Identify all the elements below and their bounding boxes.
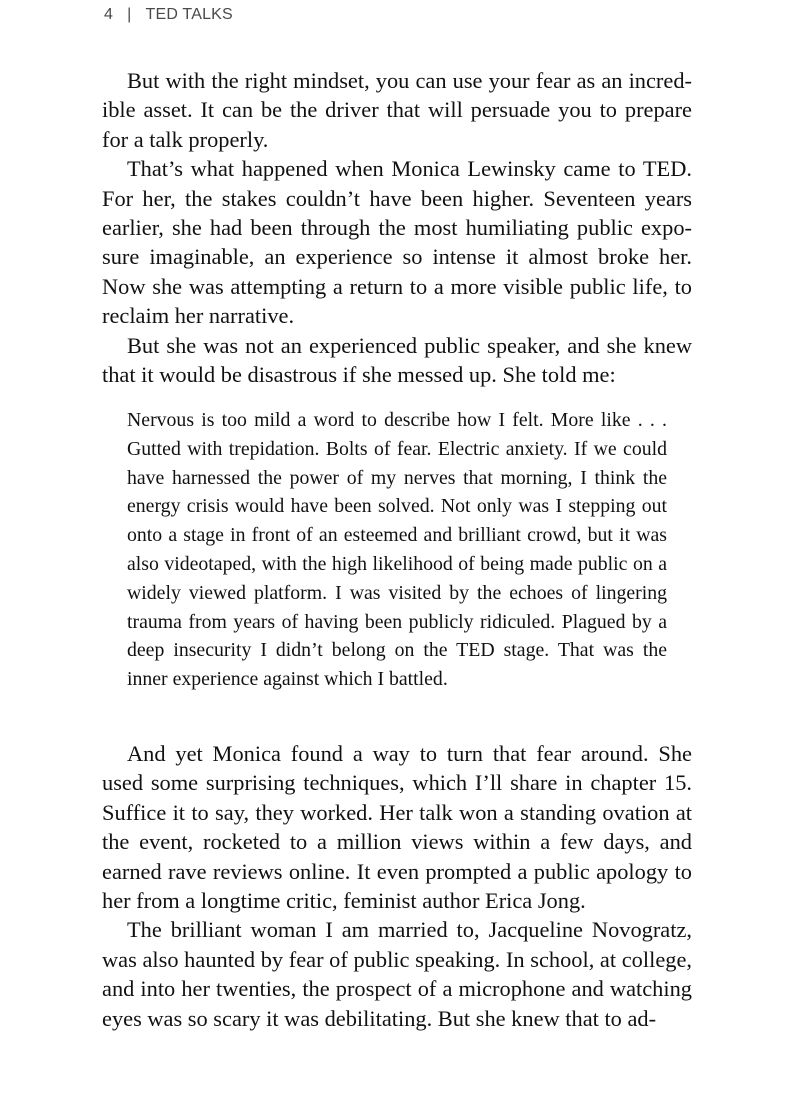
- paragraph-1: But with the right mindset, you can use your fear as an incredible asset. It can be the driver that will persuade you to prepare for a talk properly.: [102, 68, 692, 152]
- book-title: TED TALKS: [145, 6, 233, 23]
- paragraph-3: But she was not an experienced public speaker, and she knew that it would be disastrous if she messed up. She told me:: [102, 332, 692, 388]
- page-number: 4: [104, 6, 114, 23]
- paragraph-4: And yet Monica found a way to turn that fear around. She used some surprising techniques, which I’ll share in chapter 15. Suffice it to say, they worked. Her talk won a standing ovation at the event, rocketed to a million views within a few days, and earned rave reviews online. It even prompted a public apology to her from a longtime critic, feminist author Erica Jong.: [102, 741, 692, 914]
- body-text-lower: [102, 739, 692, 1033]
- paragraph-5: The brilliant woman I am married to, Jacqueline Novogratz, was also haunted by fear of public speaking. In school, at college, and into her twenties, the prospect of a microphone and watching eyes was so scary it was debilitating. But she knew that to ad-: [102, 917, 692, 1031]
- header-separator: |: [127, 6, 132, 23]
- paragraph-2: That’s what happened when Monica Lewinsky came to TED. For her, the stakes couldn’t have been higher. Seventeen years earlier, she had been through the most humiliating public exposure imaginable, an experience so intense it almost broke her. Now she was attempting a return to a more visible public life, to reclaim her narrative.: [102, 156, 692, 329]
- running-head: [104, 6, 233, 24]
- block-quote: Nervous is too mild a word to describe how I felt. More like . . . Gutted with trepidation. Bolts of fear. Electric anxiety. If we could have harnessed the power of my nerves that morning, I think the energy crisis would have been solved. Not only was I stepping out onto a stage in front of an esteemed and brilliant crowd, but it was also videotaped, with the high likelihood of being made public on a widely viewed platform. I was visited by the echoes of lingering trauma from years of having been publicly ridiculed. Plagued by a deep insecurity I didn’t belong on the TED stage. That was the inner experience against which I battled.: [127, 409, 667, 691]
- body-text-upper: [102, 66, 692, 389]
